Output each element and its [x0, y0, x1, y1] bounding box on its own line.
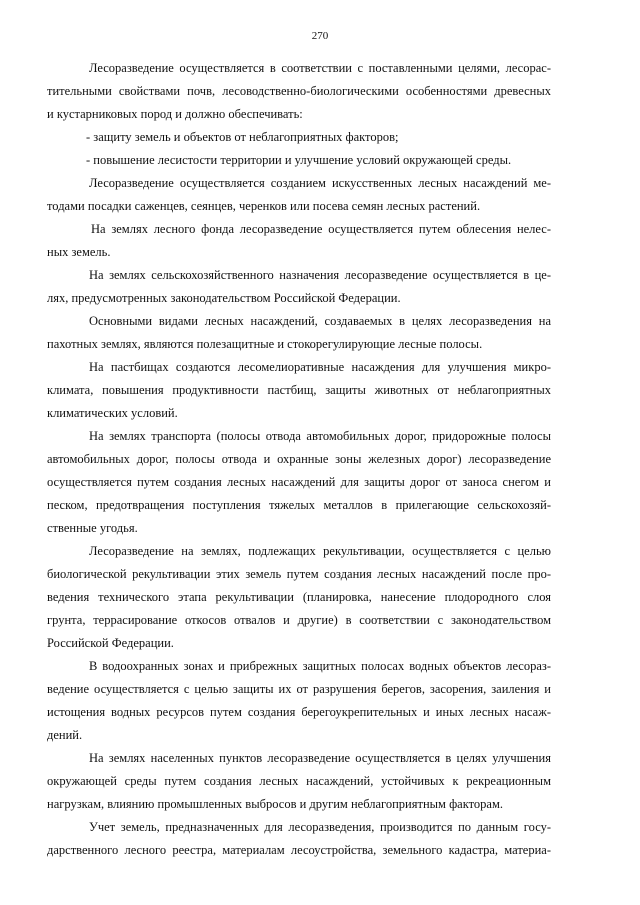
text-line: ведения технического этапа рекультивации (планировка, нанесение плодородного слоя [47, 590, 551, 604]
text-line: ных земель. [47, 245, 111, 259]
text-line: На землях сельскохозяйственного назначения лесоразведение осуществляется в це- [89, 268, 551, 282]
text-line: На землях транспорта (полосы отвода автомобильных дорог, придорожные полосы [89, 429, 551, 443]
text-line: осуществляется путем создания лесных насаждений для защиты дорог от заноса снегом и [47, 475, 551, 489]
text-line: Основными видами лесных насаждений, создаваемых в целях лесоразведения на [89, 314, 551, 328]
text-line: ведение осуществляется с целью защиты их от разрушения берегов, засорения, заиления и [47, 682, 551, 696]
text-line: климатических условий. [47, 406, 178, 420]
text-line: Российской Федерации. [47, 636, 174, 650]
text-line: На пастбищах создаются лесомелиоративные насаждения для улучшения микро- [89, 360, 551, 374]
text-line: Лесоразведение осуществляется созданием искусственных лесных насаждений ме- [89, 176, 551, 190]
text-line: ственные угодья. [47, 521, 138, 535]
text-line: На землях населенных пунктов лесоразведение осуществляется в целях улучшения [89, 751, 551, 765]
text-line: На землях лесного фонда лесоразведение осуществляется путем облесения нелес- [91, 222, 551, 236]
list-item: - защиту земель и объектов от неблагоприятных факторов; [86, 130, 399, 144]
text-line: Лесоразведение осуществляется в соответствии с поставленными целями, лесорас- [89, 61, 551, 75]
text-line: грунта, террасирование откосов отвалов и другие) в соответствии с законодательством [47, 613, 551, 627]
text-line: тительными свойствами почв, лесоводственно-биологическими особенностями древесных [47, 84, 551, 98]
text-line: автомобильных дорог, полосы отвода и охранные зоны железных дорог) лесоразведение [47, 452, 551, 466]
text-line: истощения водных ресурсов путем создания берегоукрепительных и иных лесных насаж- [47, 705, 551, 719]
list-item: - повышение лесистости территории и улучшение условий окружающей среды. [86, 153, 512, 167]
text-line: нагрузкам, влиянию промышленных выбросов и другим неблагоприятным факторам. [47, 797, 504, 811]
text-line: песком, предотвращения поступления тяжелых металлов в прилегающие сельскохозяй- [47, 498, 551, 512]
text-line: и кустарниковых пород и должно обеспечивать: [47, 107, 303, 121]
text-line: лях, предусмотренных законодательством Российской Федерации. [47, 291, 401, 305]
text-line: пахотных землях, являются полезащитные и стокорегулирующие лесные полосы. [47, 337, 483, 351]
text-line: окружающей среды путем создания лесных насаждений, устойчивых к рекреационным [47, 774, 551, 788]
text-line: климата, повышения продуктивности пастбищ, защиты животных от неблагоприятных [47, 383, 551, 397]
text-line: дарственного лесного реестра, материалам лесоустройства, земельного кадастра, материа- [47, 843, 551, 857]
text-line: дений. [47, 728, 83, 742]
page-number: 270 [311, 30, 329, 42]
text-line: биологической рекультивации этих земель путем создания лесных насаждений после про- [47, 567, 551, 581]
text-line: Лесоразведение на землях, подлежащих рекультивации, осуществляется с целью [89, 544, 551, 558]
text-line: Учет земель, предназначенных для лесоразведения, производится по данным госу- [89, 820, 551, 834]
text-line: В водоохранных зонах и прибрежных защитных полосах водных объектов лесораз- [89, 659, 551, 673]
text-line: тодами посадки саженцев, сеянцев, черенков или посева семян лесных растений. [47, 199, 481, 213]
